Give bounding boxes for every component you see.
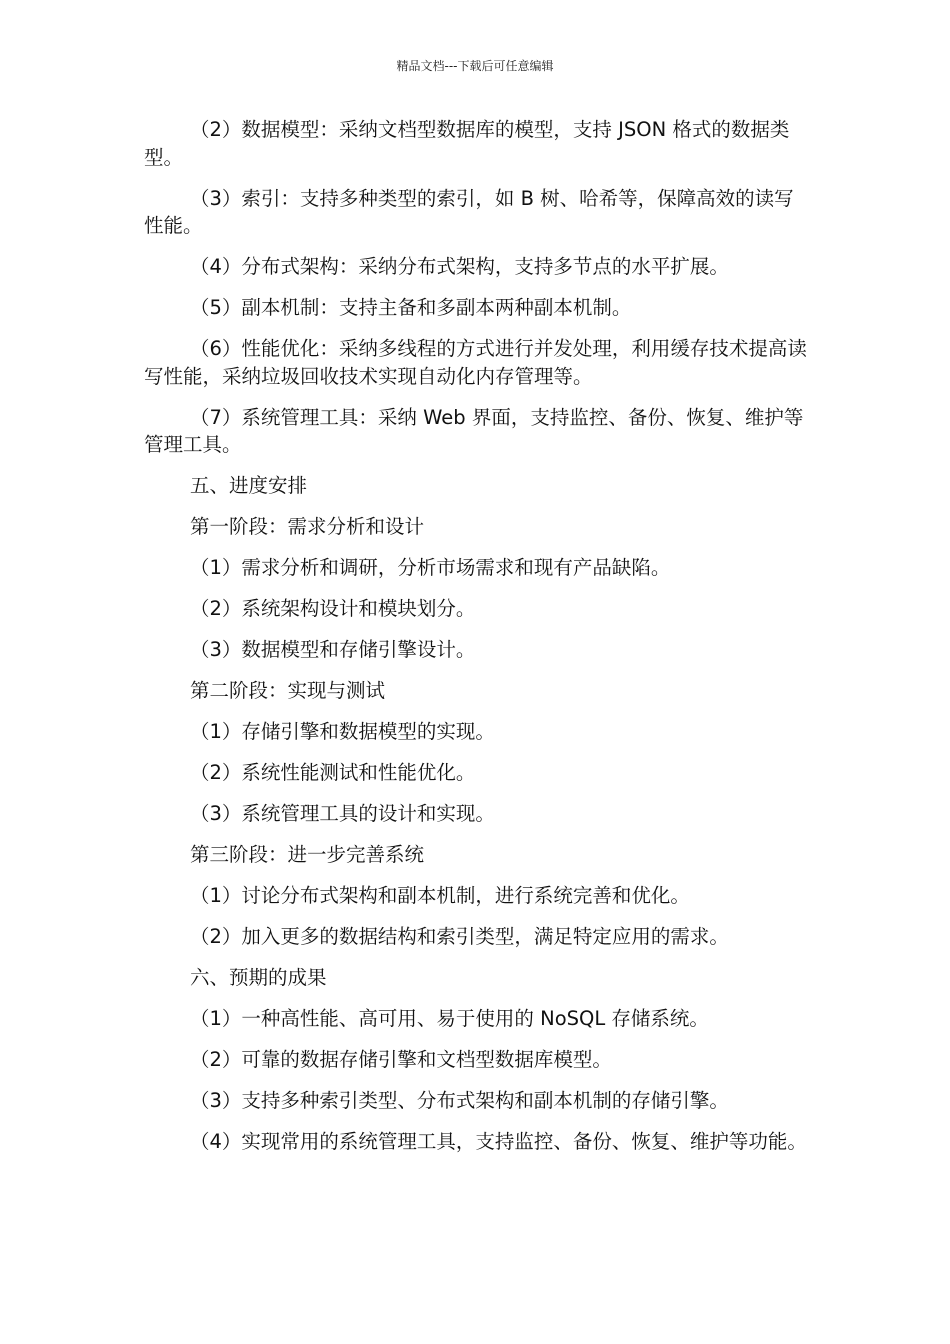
paragraph-index: （3）索引：支持多种类型的索引，如 B 树、哈希等，保障高效的读写性能。 (144, 186, 794, 237)
list-item: （2）系统架构设计和模块划分。 (190, 597, 476, 620)
list-item: （1）一种高性能、高可用、易于使用的 NoSQL 存储系统。 (190, 1007, 709, 1030)
list-item: （3）支持多种索引类型、分布式架构和副本机制的存储引擎。 (190, 1089, 729, 1112)
list-item: （4）实现常用的系统管理工具，支持监控、备份、恢复、维护等功能。 (190, 1130, 807, 1153)
list-item: （3）系统管理工具的设计和实现。 (190, 802, 495, 825)
section-heading-expected-results: 六、预期的成果 (190, 966, 327, 989)
page-header: 精品文档---下载后可任意编辑 (396, 59, 554, 73)
paragraph-replica-mechanism: （5）副本机制：支持主备和多副本两种副本机制。 (190, 296, 632, 319)
list-item: （1）存储引擎和数据模型的实现。 (190, 720, 495, 743)
list-item: （1）需求分析和调研，分析市场需求和现有产品缺陷。 (190, 556, 671, 579)
stage-heading-three: 第三阶段：进一步完善系统 (190, 843, 425, 866)
section-heading-schedule: 五、进度安排 (190, 474, 308, 497)
paragraph-performance-optimization: （6）性能优化：采纳多线程的方式进行并发处理，利用缓存技术提高读写性能，采纳垃圾回收技术实现自动化内存管理等。 (144, 337, 807, 388)
list-item: （2）可靠的数据存储引擎和文档型数据库模型。 (190, 1048, 612, 1071)
body-text (144, 116, 810, 1169)
paragraph-management-tools: （7）系统管理工具：采纳 Web 界面，支持监控、备份、恢复、维护等管理工具。 (144, 405, 804, 456)
paragraph-data-model: （2）数据模型：采纳文档型数据库的模型，支持 JSON 格式的数据类型。 (144, 118, 790, 169)
list-item: （2）系统性能测试和性能优化。 (190, 761, 476, 784)
paragraph-distributed-architecture: （4）分布式架构：采纳分布式架构，支持多节点的水平扩展。 (190, 255, 729, 278)
list-item: （3）数据模型和存储引擎设计。 (190, 638, 476, 661)
stage-heading-two: 第二阶段：实现与测试 (190, 679, 386, 702)
stage-heading-one: 第一阶段：需求分析和设计 (190, 515, 425, 538)
list-item: （1）讨论分布式架构和副本机制，进行系统完善和优化。 (190, 884, 690, 907)
list-item: （2）加入更多的数据结构和索引类型，满足特定应用的需求。 (190, 925, 729, 948)
